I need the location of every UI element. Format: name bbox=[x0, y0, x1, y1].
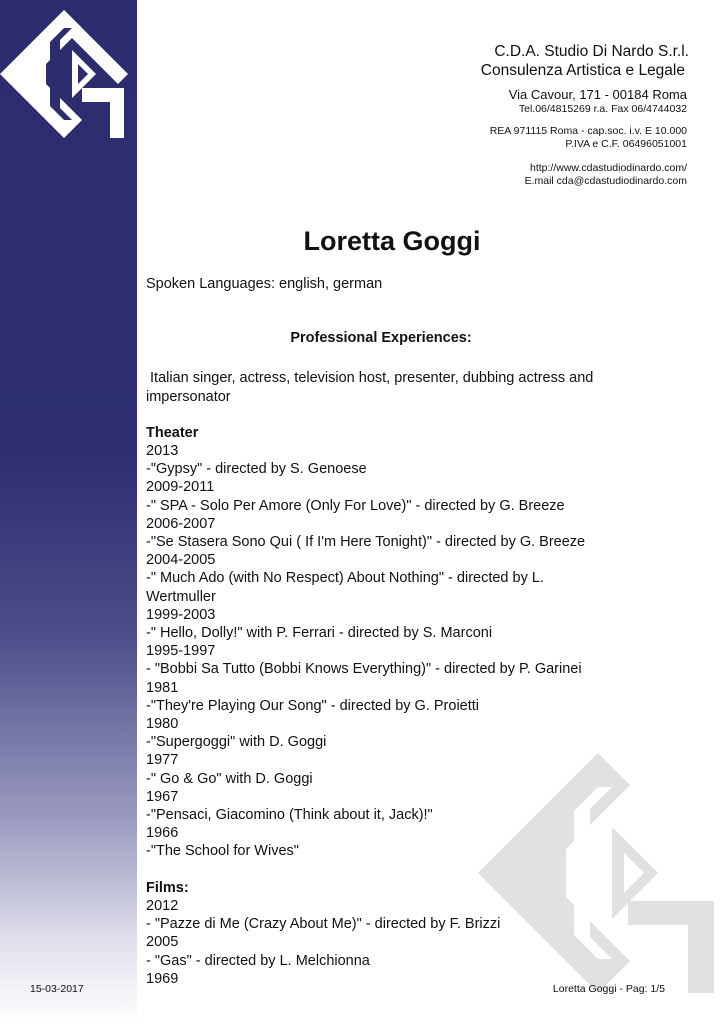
description: Italian singer, actress, television host, presenter, dubbing actress and impersonator bbox=[146, 370, 598, 405]
theater-year: 1967 bbox=[146, 788, 179, 805]
theater-year: 1995-1997 bbox=[146, 643, 216, 660]
theater-year: 2004-2005 bbox=[146, 552, 216, 569]
cda-logo-icon bbox=[0, 10, 128, 138]
contact-block bbox=[525, 162, 687, 188]
theater-year: 2013 bbox=[146, 443, 179, 460]
registration-block bbox=[490, 125, 687, 151]
spoken-languages: Spoken Languages: english, german bbox=[146, 276, 383, 292]
document-body bbox=[146, 275, 616, 988]
theater-year: 2009-2011 bbox=[146, 479, 215, 496]
company-header bbox=[481, 42, 689, 80]
email-link[interactable]: E.mail cda@cdastudiodinardo.com bbox=[524, 175, 687, 187]
page-title: Loretta Goggi bbox=[303, 226, 481, 256]
theater-year: 2006-2007 bbox=[146, 515, 216, 532]
theater-year: 1980 bbox=[146, 716, 179, 733]
theater-entry: -"Se Stasera Sono Qui ( If I'm Here Tonight)" - directed by G. Breeze bbox=[146, 534, 586, 551]
theater-entry: -" Go & Go" with D. Goggi bbox=[146, 770, 313, 787]
theater-entry: -"Supergoggi" with D. Goggi bbox=[146, 734, 327, 751]
company-name: C.D.A. Studio Di Nardo S.r.l. bbox=[494, 43, 689, 60]
website-link[interactable]: http://www.cdastudiodinardo.com/ bbox=[530, 162, 687, 174]
rea-line: REA 971115 Roma - cap.soc. i.v. E 10.000 bbox=[489, 125, 687, 137]
theater-entry: -" SPA - Solo Per Amore (Only For Love)" - directed by G. Breeze bbox=[146, 497, 565, 514]
theater-entry: -"Gypsy" - directed by S. Genoese bbox=[146, 461, 367, 478]
company-tagline: Consulenza Artistica e Legale bbox=[480, 62, 685, 79]
theater-year: 1999-2003 bbox=[146, 606, 216, 623]
films-year: 1969 bbox=[146, 970, 179, 987]
films-entry: - "Gas" - directed by L. Melchionna bbox=[146, 952, 370, 969]
theater-entry: -"They're Playing Our Song" - directed by G. Proietti bbox=[146, 697, 480, 714]
phone-line: Tel.06/4815269 r.a. Fax 06/4744032 bbox=[518, 103, 687, 115]
section-heading: Professional Experiences: bbox=[290, 330, 472, 347]
sidebar-band bbox=[0, 0, 137, 1024]
address-block bbox=[509, 87, 687, 116]
theater-entry: -" Hello, Dolly!" with P. Ferrari - directed by S. Marconi bbox=[146, 625, 493, 642]
address-line: Via Cavour, 171 - 00184 Roma bbox=[508, 87, 687, 102]
footer-date: 15-03-2017 bbox=[30, 983, 84, 995]
films-year: 2012 bbox=[146, 897, 179, 914]
theater-year: 1977 bbox=[146, 752, 179, 769]
theater-entry: -" Much Ado (with No Respect) About Nothing" - directed by L. Wertmuller bbox=[146, 570, 544, 605]
films-list bbox=[146, 897, 616, 988]
theater-entry: - "Bobbi Sa Tutto (Bobbi Knows Everything)" - directed by P. Garinei bbox=[146, 661, 582, 678]
theater-list bbox=[146, 442, 616, 861]
theater-entry: -"Pensaci, Giacomino (Think about it, Jack)!" bbox=[146, 807, 433, 824]
theater-heading: Theater bbox=[146, 424, 199, 441]
theater-year: 1966 bbox=[146, 825, 179, 842]
theater-entry: -"The School for Wives" bbox=[146, 843, 299, 860]
footer-page: Loretta Goggi - Pag: 1/5 bbox=[552, 983, 665, 995]
theater-year: 1981 bbox=[146, 679, 179, 696]
films-year: 2005 bbox=[146, 934, 179, 951]
films-entry: - "Pazze di Me (Crazy About Me)" - directed by F. Brizzi bbox=[146, 916, 501, 933]
films-heading: Films: bbox=[146, 879, 189, 896]
vat-line: P.IVA e C.F. 06496051001 bbox=[565, 138, 687, 150]
